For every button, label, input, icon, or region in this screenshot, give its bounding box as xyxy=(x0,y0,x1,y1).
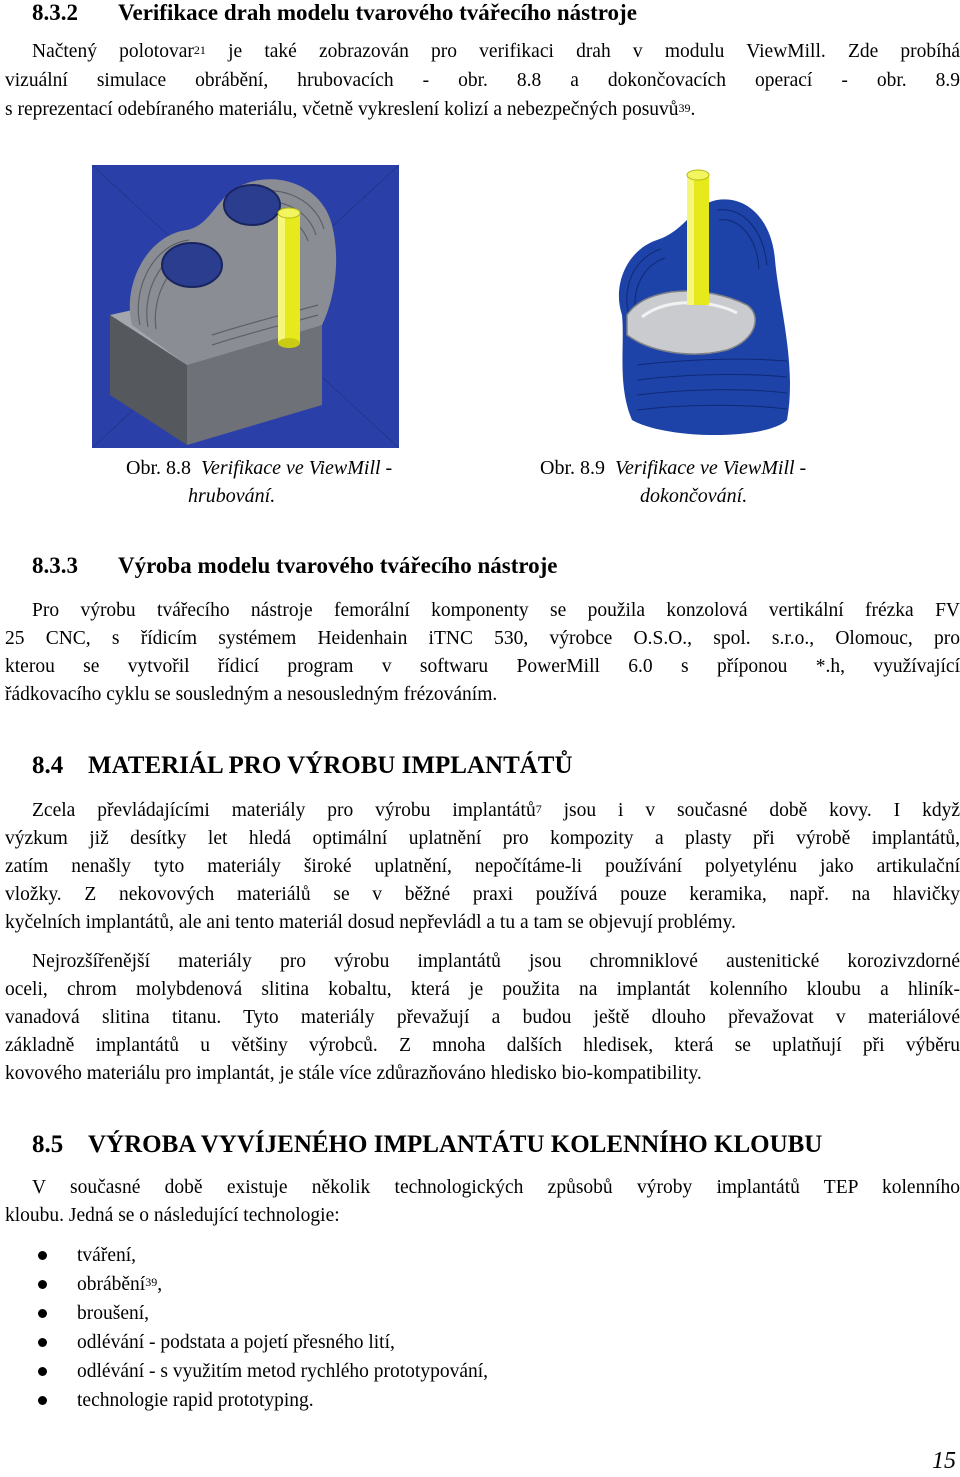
list-item: tváření, xyxy=(0,1241,960,1270)
bullet-icon xyxy=(38,1367,47,1376)
paragraph-line: kyčelních implantátů, ale ani tento materiál dosud nepřevládl a tu a tam se objevují problémy. xyxy=(5,912,736,933)
list-item: technologie rapid prototyping. xyxy=(0,1386,960,1415)
paragraph-line: vizuální simulace obrábění, hrubovacích - obr. 8.8 a dokončovacích operací - obr. 8.9 xyxy=(5,70,960,91)
section-number: 8.5 xyxy=(32,1131,64,1158)
list-item: odlévání - s využitím metod rychlého prototypování, xyxy=(0,1357,960,1386)
section-number: 8.3.3 xyxy=(32,553,78,578)
paragraph-line: kloubu. Jedná se o následující technologie: xyxy=(5,1205,340,1226)
paragraph-line: výzkum již desítky let hledá optimální uplatnění pro kompozity a plasty při výrobě implantátů, xyxy=(5,828,960,849)
list-item: obrábění$^{39}$, xyxy=(0,1270,960,1299)
paragraph-line: základně implantátů u většiny výrobců. Z mnoha dalších hledisek, která se uplatňují při výběru xyxy=(5,1035,960,1056)
paragraph-line: vložky. Z nekovových materiálů se v běžné praxi používá pouze keramika, např. na hlavičky xyxy=(5,884,960,905)
paragraph-line: oceli, chrom molybdenová slitina kobaltu, která je použita na implantát kolenního kloubu a hliník- xyxy=(5,979,960,1000)
section-heading-8-3-3 xyxy=(32,553,558,579)
paragraph-line: 25 CNC, s řídicím systémem Heidenhain iTNC 530, výrobce O.S.O., spol. s.r.o., Olomouc, pro xyxy=(5,628,960,649)
section-number: 8.4 xyxy=(32,752,64,779)
paragraph-line: zatím nenašly tyto materiály široké uplatnění, nepočítáme-li používání polyetylénu jako artikulační xyxy=(5,856,960,877)
figure-8-9-image xyxy=(597,165,812,448)
figure-caption-8-8: Obr. 8.8 Verifikace ve ViewMill - xyxy=(126,457,393,479)
section-title: Výroba modelu tvarového tvářecího nástroje xyxy=(118,553,558,578)
bullet-icon xyxy=(38,1280,47,1289)
page-number: 15 xyxy=(932,1448,956,1474)
figure-8-8-image xyxy=(92,165,399,448)
paragraph-line: vanadová slitina titanu. Tyto materiály převažují a budou ještě dlouho převažovat v materiálové xyxy=(5,1007,960,1028)
section-title: MATERIÁL PRO VÝROBU IMPLANTÁTŮ xyxy=(88,752,573,779)
list-item: broušení, xyxy=(0,1299,960,1328)
paragraph-line: kterou se vytvořil řídicí program v softwaru PowerMill 6.0 s příponou *.h, využívající xyxy=(5,656,960,677)
paragraph-line: s reprezentací odebíraného materiálu, včetně vykreslení kolizí a nebezpečných posuvů$^{39}$. xyxy=(5,99,696,120)
bullet-icon xyxy=(38,1251,47,1260)
figure-caption-8-8-line2: hrubování. xyxy=(188,485,276,507)
section-heading-8-3-2 xyxy=(32,0,637,26)
section-number: 8.3.2 xyxy=(32,0,78,25)
figure-caption-8-9: Obr. 8.9 Verifikace ve ViewMill - xyxy=(540,457,807,479)
paragraph-line: Načtený polotovar$^{21}$ je také zobrazován pro verifikaci drah v modulu ViewMill. Zde probíhá xyxy=(32,41,960,62)
paragraph-line: řádkovacího cyklu se sousledným a nesousledným frézováním. xyxy=(5,684,498,705)
paragraph-line: Nejrozšířenější materiály pro výrobu implantátů jsou chromniklové austenitické korozivzdorné xyxy=(32,951,960,972)
list-item: odlévání - podstata a pojetí přesného lití, xyxy=(0,1328,960,1357)
section-heading-8-4 xyxy=(32,752,573,780)
paragraph-line: Pro výrobu tvářecího nástroje femorální komponenty se použila konzolová vertikální frézka FV xyxy=(32,600,960,621)
paragraph-line: V současné době existuje několik technologických způsobů výroby implantátů TEP kolenního xyxy=(32,1177,960,1198)
bullet-icon xyxy=(38,1396,47,1405)
figure-caption-8-9-line2: dokončování. xyxy=(640,485,748,507)
paragraph-line: kovového materiálu pro implantát, je stále více zdůrazňováno hledisko bio-kompatibility. xyxy=(5,1063,702,1084)
section-heading-8-5 xyxy=(32,1131,822,1159)
bullet-icon xyxy=(38,1309,47,1318)
paragraph-line: Zcela převládajícími materiály pro výrobu implantátů$^7$ jsou i v současné době kovy. I když xyxy=(32,800,960,821)
section-title: VÝROBA VYVÍJENÉHO IMPLANTÁTU KOLENNÍHO KLOUBU xyxy=(88,1131,823,1158)
bullet-icon xyxy=(38,1338,47,1347)
section-title: Verifikace drah modelu tvarového tvářecího nástroje xyxy=(118,0,637,25)
